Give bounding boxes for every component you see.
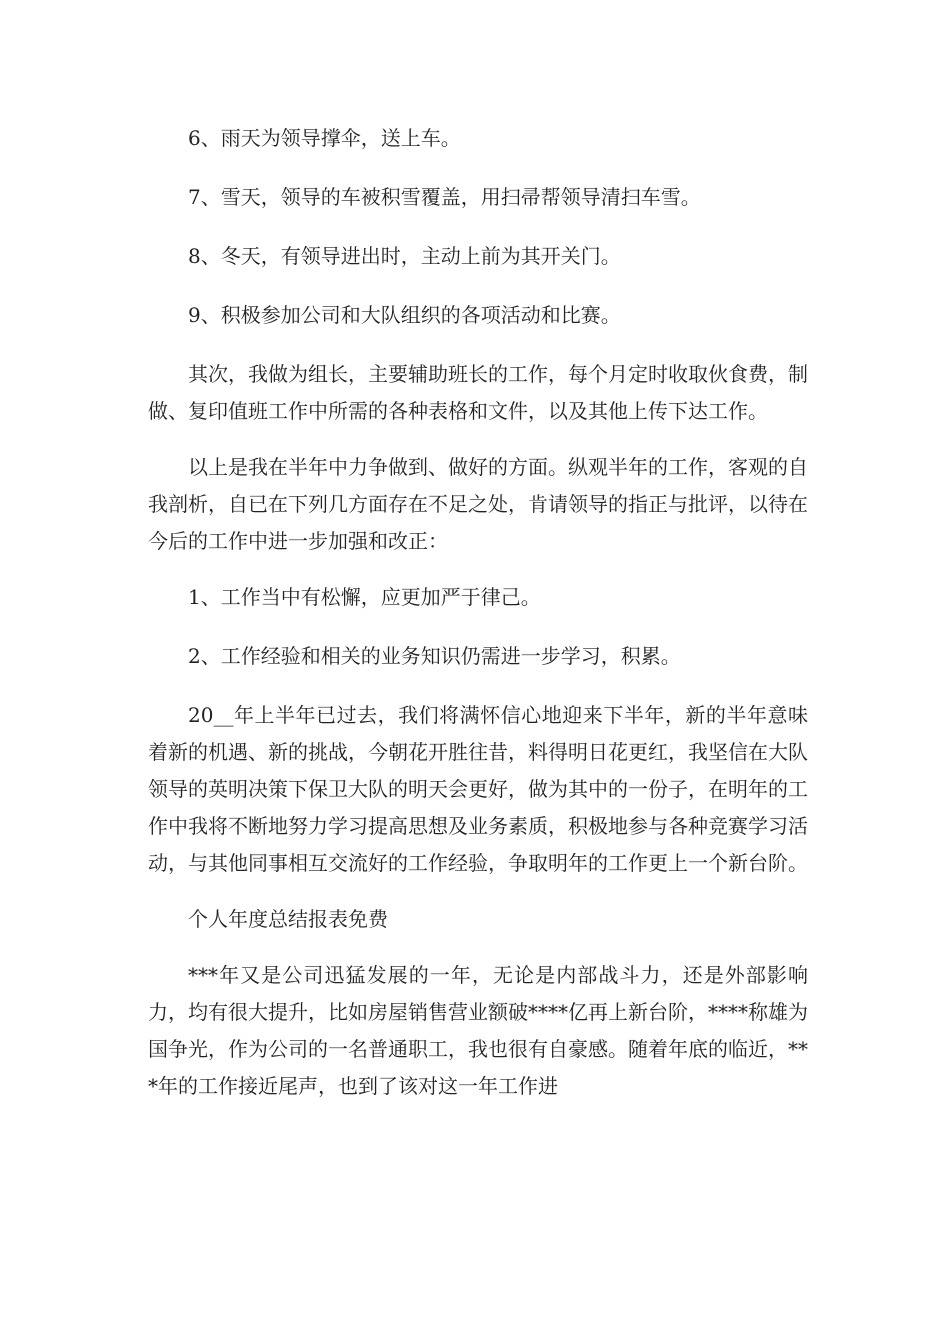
body-paragraph: ***年又是公司迅猛发展的一年，无论是内部战斗力，还是外部影响力，均有很大提升，比如房屋销售营业额破****亿再上新台阶，****称雄为国争光，作为公司的一名普通职工，我也很有自豪感。随着年底的临近，***年的工作接近尾声，也到了该对这一年工作进 [148,963,808,1098]
list-item: 2、工作经验和相关的业务知识仍需进一步学习，积累。 [188,644,681,668]
list-item: 1、工作当中有松懈，应更加严于律己。 [188,585,541,609]
list-item: 9、积极参加公司和大队组织的各项活动和比赛。 [188,303,621,327]
section-heading: 个人年度总结报表免费 [188,907,388,931]
list-item: 7、雪天，领导的车被积雪覆盖，用扫帚帮领导清扫车雪。 [188,185,701,209]
body-paragraph: 其次，我做为组长，主要辅助班长的工作，每个月定时收取伙食费，制做、复印值班工作中所需的各种表格和文件，以及其他上传下达工作。 [148,362,808,423]
document-body [148,120,808,1124]
body-paragraph: 20__年上半年已过去，我们将满怀信心地迎来下半年，新的半年意味着新的机遇、新的挑战，今朝花开胜往昔，料得明日花更红，我坚信在大队领导的英明决策下保卫大队的明天会更好，做为其中的一份子，在明年的工作中我将不断地努力学习提高思想及业务素质，积极地参与各种竞赛学习活动，与其他同事相互交流好的工作经验，争取明年的工作更上一个新台阶。 [148,703,808,875]
list-item: 8、冬天，有领导进出时，主动上前为其开关门。 [188,244,621,268]
body-paragraph: 以上是我在半年中力争做到、做好的方面。纵观半年的工作，客观的自我剖析，自已在下列几方面存在不足之处，肯请领导的指正与批评，以待在今后的工作中进一步加强和改正： [148,455,808,553]
list-item: 6、雨天为领导撑伞，送上车。 [188,126,461,150]
